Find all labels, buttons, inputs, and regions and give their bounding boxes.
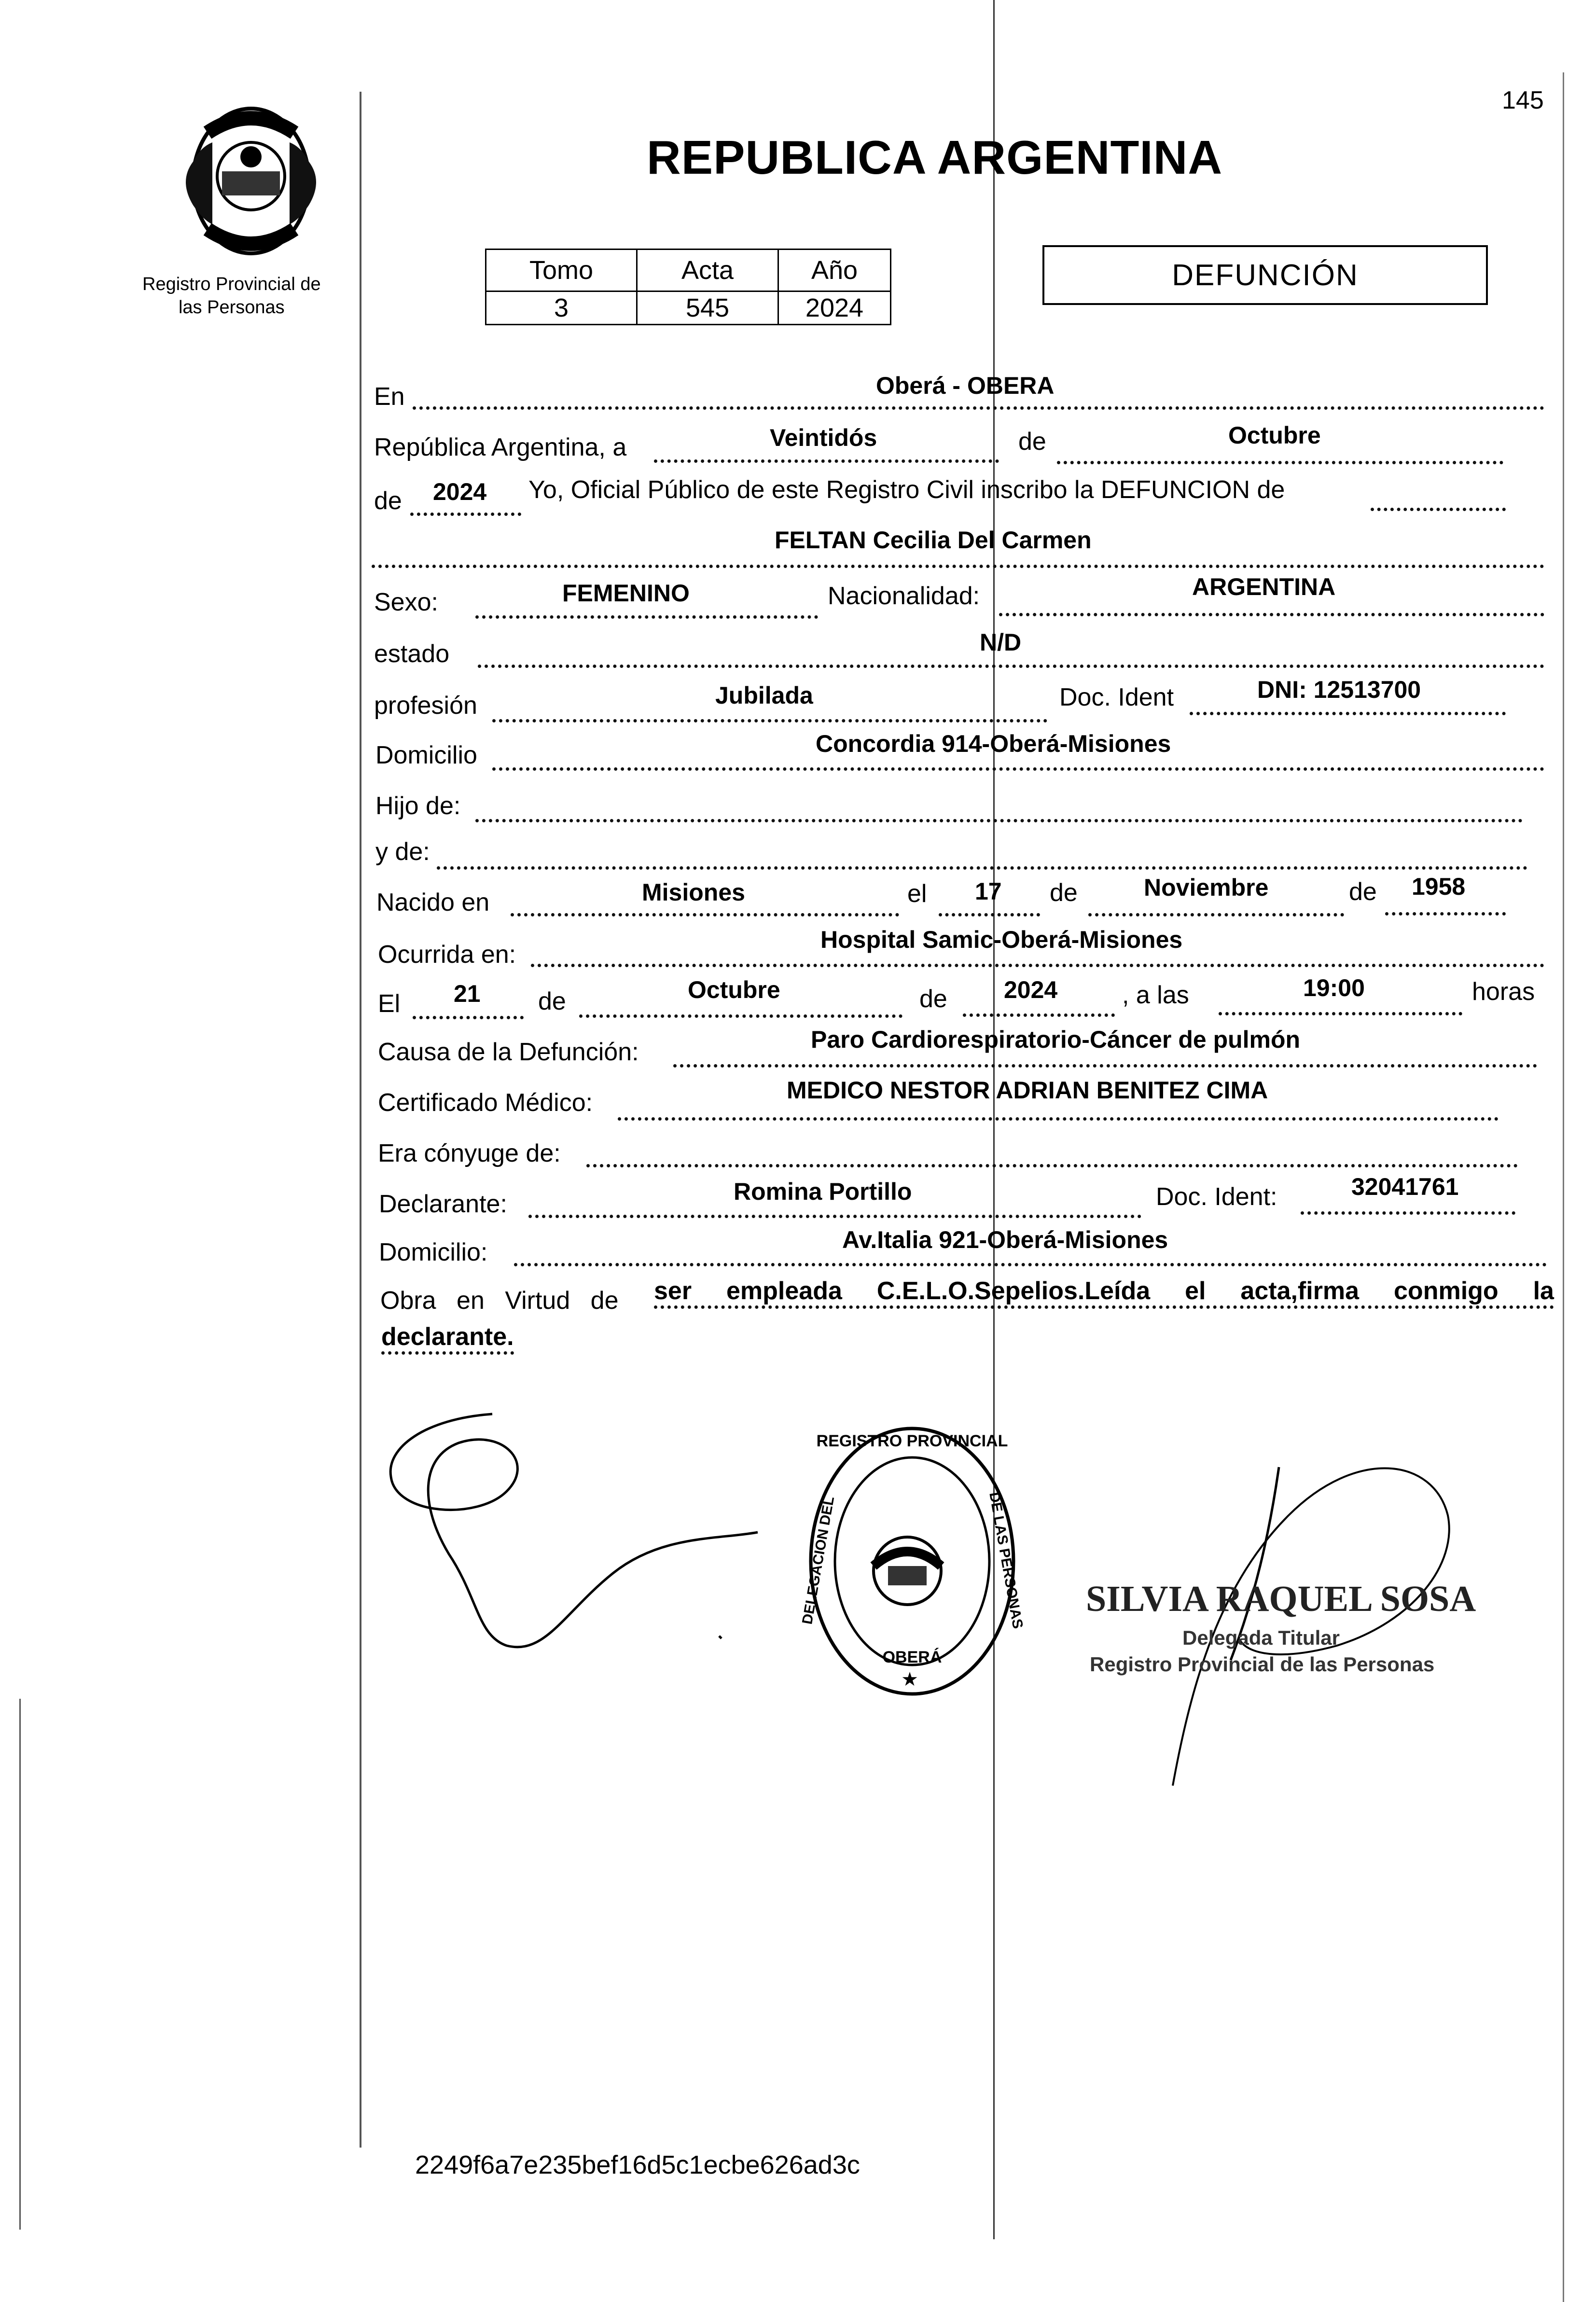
value-obra-line-2: declarante. (381, 1322, 514, 1355)
value-lugar: Oberá - OBERA (876, 372, 1055, 399)
label-certificado: Certificado Médico: (378, 1089, 593, 1117)
value-ocurrida-en: Hospital Samic-Oberá-Misiones (820, 926, 1183, 953)
label-hijo-de: Hijo de: (375, 792, 461, 820)
obra-word-3: C.E.L.O.Sepelios.Leída (876, 1277, 1151, 1305)
value-def-mes: Octubre (688, 976, 780, 1003)
label-en: En (374, 383, 405, 411)
official-seal (799, 1421, 1026, 1701)
obra-word-4: el (1185, 1277, 1206, 1305)
record-tomo-value: 3 (486, 291, 637, 325)
label-a-las: , a las (1122, 981, 1189, 1009)
label-conyuge: Era cónyuge de: (378, 1139, 561, 1167)
label-horas: horas (1472, 978, 1535, 1006)
label-ocurrida-en: Ocurrida en: (378, 941, 516, 969)
province-emblem-icon (174, 104, 328, 258)
label-obra-en: Obra en Virtud de (380, 1287, 619, 1315)
right-margin-line (1563, 72, 1564, 2302)
label-y-de: y de: (375, 838, 430, 866)
label-sexo: Sexo: (374, 588, 438, 616)
label-domicilio: Domicilio (375, 741, 477, 769)
label-doc-ident-2: Doc. Ident: (1156, 1183, 1277, 1211)
value-nacido-en: Misiones (642, 879, 745, 906)
value-nacionalidad: ARGENTINA (1192, 573, 1336, 600)
label-de-1: de (1018, 428, 1046, 456)
seal-text-right: DE LAS PERSONAS (986, 1491, 1026, 1630)
label-el-cap: El (378, 990, 401, 1018)
document-type-box: DEFUNCIÓN (1042, 245, 1488, 305)
page-number: 145 (1502, 86, 1544, 114)
value-obra-line-1 (654, 1276, 1554, 1309)
value-declarante-domicilio: Av.Italia 921-Oberá-Misiones (842, 1226, 1168, 1253)
record-header-acta: Acta (637, 250, 778, 291)
value-nac-anio: 1958 (1412, 873, 1466, 900)
seal-star-icon: ★ (901, 1669, 918, 1690)
label-de-6: de (919, 985, 947, 1013)
value-nac-mes: Noviembre (1144, 874, 1269, 901)
official-name: SILVIA RAQUEL SOSA (1086, 1579, 1476, 1619)
label-de-5: de (538, 987, 566, 1015)
record-header-anio: Año (778, 250, 891, 291)
value-declarante: Romina Portillo (734, 1178, 912, 1205)
obra-word-5: acta,firma (1240, 1277, 1360, 1305)
value-nombre: FELTAN Cecilia Del Carmen (775, 527, 1092, 554)
value-def-anio: 2024 (1004, 976, 1058, 1003)
registry-line-1: Registro Provincial de (142, 274, 321, 294)
value-nac-dia: 17 (975, 878, 1002, 905)
value-estado: N/D (980, 629, 1022, 656)
record-acta-value: 545 (637, 291, 778, 325)
label-causa: Causa de la Defunción: (378, 1038, 639, 1066)
field-hijo-de (475, 789, 1523, 822)
value-causa: Paro Cardiorespiratorio-Cáncer de pulmón (811, 1026, 1301, 1053)
value-anio: 2024 (433, 478, 487, 505)
obra-word-6: conmigo (1394, 1277, 1499, 1305)
label-de-2: de (374, 487, 402, 515)
obra-word-7: la (1533, 1277, 1554, 1305)
value-profesion: Jubilada (715, 682, 813, 709)
label-profesion: profesión (374, 692, 477, 720)
seal-text-left: DELEGACION DEL (799, 1495, 838, 1626)
label-domicilio-2: Domicilio: (379, 1238, 488, 1266)
field-y-de (437, 836, 1527, 870)
declarant-signature (381, 1409, 806, 1660)
value-def-dia: 21 (454, 980, 481, 1007)
label-nacido-en: Nacido en (376, 888, 490, 916)
label-nacionalidad: Nacionalidad: (828, 582, 980, 610)
label-republica-a: República Argentina, a (374, 433, 627, 461)
left-margin-line (360, 92, 361, 2148)
left-edge-line (19, 1699, 21, 2230)
value-mes: Octubre (1228, 422, 1321, 449)
label-declarante: Declarante: (379, 1190, 507, 1218)
seal-text-top: REGISTRO PROVINCIAL (816, 1432, 1008, 1450)
field-conyuge (586, 1134, 1518, 1167)
official-registry: Registro Provincial de las Personas (1090, 1653, 1435, 1676)
field-defuncion-de (1371, 478, 1506, 511)
value-declarante-doc: 32041761 (1351, 1173, 1459, 1200)
label-de-4: de (1349, 878, 1377, 906)
official-role: Delegada Titular (1182, 1626, 1340, 1649)
label-el: el (907, 880, 927, 908)
obra-word-1: ser (654, 1277, 692, 1305)
record-header-tomo: Tomo (486, 250, 637, 291)
value-certificado: MEDICO NESTOR ADRIAN BENITEZ CIMA (787, 1077, 1268, 1104)
label-yo-oficial: Yo, Oficial Público de este Registro Civil inscribo la DEFUNCION de (528, 476, 1285, 504)
record-table (485, 249, 891, 325)
value-dia-letras: Veintidós (770, 424, 877, 451)
registry-line-2: las Personas (178, 297, 285, 318)
label-doc-ident: Doc. Ident (1059, 683, 1174, 711)
label-de-3: de (1050, 879, 1078, 907)
obra-word-2: empleada (726, 1277, 842, 1305)
document-hash: 2249f6a7e235bef16d5c1ecbe626ad3c (415, 2150, 860, 2179)
value-hora: 19:00 (1303, 974, 1365, 1001)
registry-label (142, 273, 321, 319)
label-estado: estado (374, 640, 450, 668)
seal-text-bottom: OBERÁ (882, 1648, 942, 1666)
value-sexo: FEMENINO (562, 580, 690, 607)
value-documento: DNI: 12513700 (1257, 676, 1421, 703)
document-title: REPUBLICA ARGENTINA (647, 131, 1223, 184)
record-anio-value: 2024 (778, 291, 891, 325)
value-domicilio: Concordia 914-Oberá-Misiones (816, 730, 1171, 757)
